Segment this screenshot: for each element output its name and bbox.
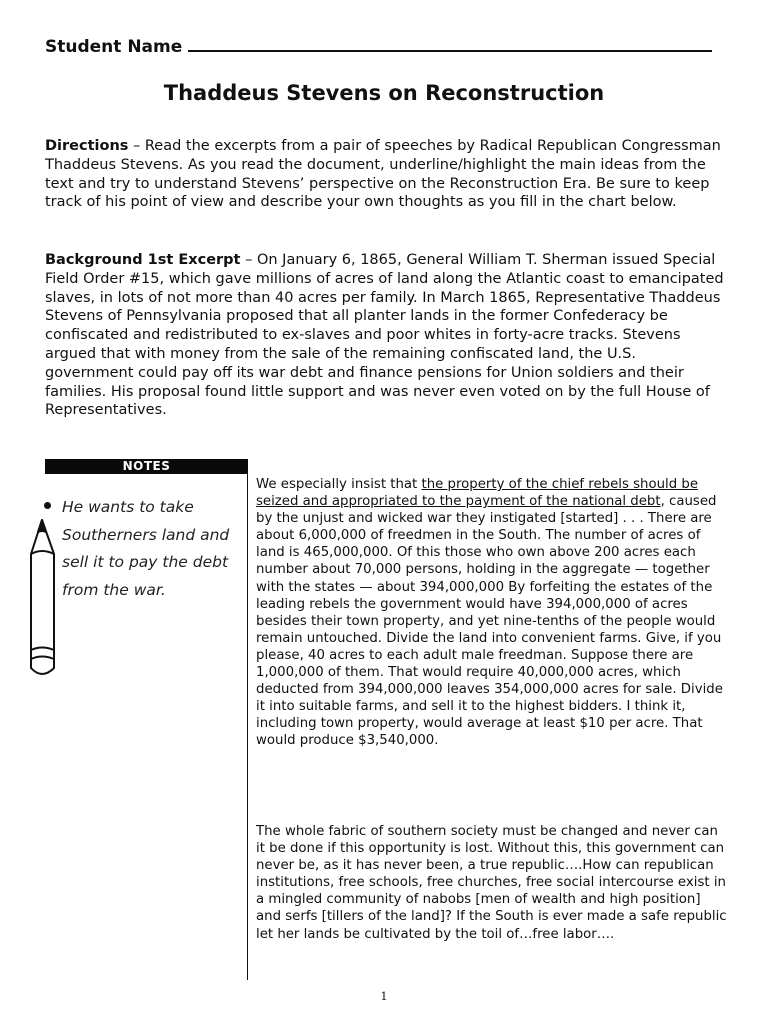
background-text: – On January 6, 1865, General William T. Sherman issued Special Field Order #15, which gave millions of acres of land along the Atlantic coast to emancipated slaves, in lots of not more than 40 acres per family. In March 1865, Representative Thaddeus Stevens of Pennsylvania proposed that all planter lands in the former Confederacy be confiscated and redistributed to ex-slaves and poor whites in forty-acre tracks. Stevens argued that with money from the sale of the remaining confiscated land, the U.S. government could pay off its war debt and finance pensions for Union soldiers and their families. His proposal found little support and was never even voted on by the full House of Representatives. bbox=[45, 252, 724, 419]
page-title: Thaddeus Stevens on Reconstruction bbox=[163, 81, 605, 105]
pencil-icon bbox=[22, 518, 62, 684]
background-paragraph bbox=[45, 251, 725, 420]
directions-text: – Read the excerpts from a pair of speeches by Radical Republican Congressman Thaddeus Stevens. As you read the document, underline/highlight the main ideas from the text and try to understand Stevens’ perspective on the Reconstruction Era. Be sure to keep track of his point of view and describe your own thoughts as you fill in the chart below. bbox=[45, 138, 721, 211]
notes-column-divider bbox=[247, 474, 248, 980]
excerpt-1-rest: , caused by the unjust and wicked war they instigated [started] . . . There are about 6,000,000 of freedmen in the South. The number of acres of land is 465,000,000. Of this those who own above 200 acres each number about 70,000 persons, holding in the aggregate — together with the states — about 394,000,000 By forfeiting the estates of the leading rebels the government would have 394,000,000 of acres besides their town property, and yet nine-tenths of the people would remain untouched. Divide the land into convenient farms. Give, if you please, 40 acres to each adult male freedman. Suppose there are 1,000,000 of them. That would require 40,000,000 acres, which deducted from 394,000,000 leaves 354,000,000 acres for sale. Divide it into suitable farms, and sell it to the highest bidders. I think it, including town property, would average at least $10 per acre. That would produce $3,540,000. bbox=[256, 494, 723, 749]
excerpt-1 bbox=[256, 476, 728, 750]
directions-label: Directions bbox=[45, 138, 129, 154]
student-name-line bbox=[45, 34, 720, 58]
notes-header: NOTES bbox=[45, 459, 248, 474]
background-label: Background 1st Excerpt bbox=[45, 252, 241, 268]
excerpt-1-underlined-main-idea: the property of the chief rebels should be seized and appropriated to the payment of the national debt bbox=[256, 477, 699, 510]
handwritten-note: He wants to take Southerners land and sell it to pay the debt from the war. bbox=[62, 498, 230, 599]
excerpt-1-lead: We especially insist that bbox=[256, 477, 422, 492]
student-name-blank[interactable] bbox=[188, 34, 712, 52]
directions-paragraph bbox=[45, 137, 725, 212]
student-name-label: Student Name bbox=[45, 37, 183, 57]
excerpt-2: The whole fabric of southern society must be changed and never can it be done if this opportunity is lost. Without this, this government can never be, as it has never been, a true republic….How can republican institutions, free schools, free churches, free social intercourse exist in a mingled community of nabobs [men of wealth and high position] and serfs [tillers of the land]? If the South is ever made a safe republic let her lands be cultivated by the toil of…free labor…. bbox=[256, 824, 727, 942]
page-number: 1 bbox=[380, 990, 388, 1003]
bullet-icon bbox=[44, 502, 51, 509]
